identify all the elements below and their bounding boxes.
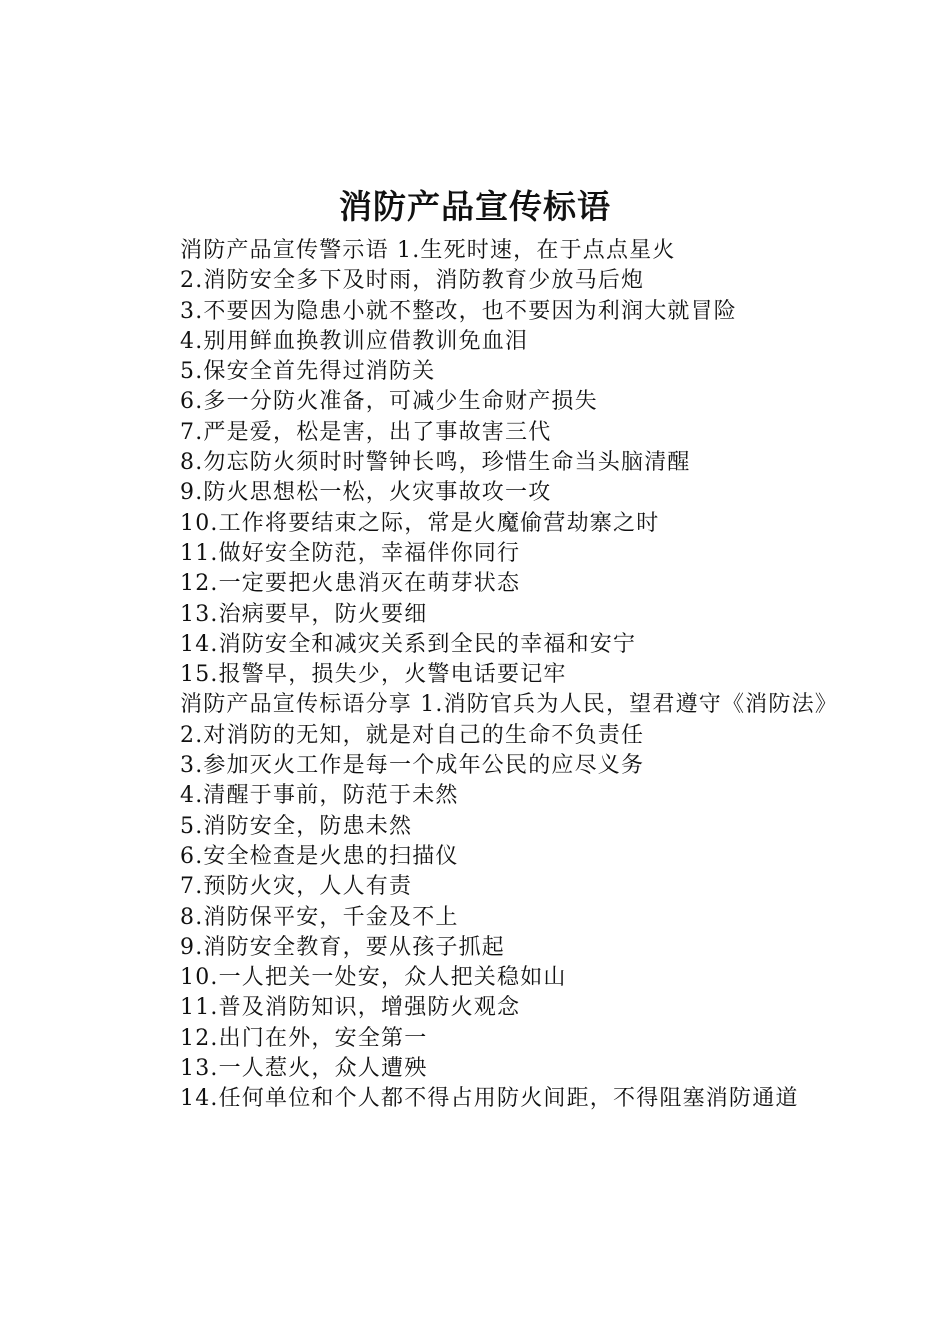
paragraph: 2.消防安全多下及时雨，消防教育少放马后炮 — [180, 268, 645, 294]
paragraph: 2.对消防的无知，就是对自己的生命不负责任 — [180, 722, 645, 748]
paragraph: 消防产品宣传警示语 1.生死时速，在于点点星火 — [180, 238, 676, 263]
paragraph: 消防产品宣传标语分享 1.消防官兵为人民，望君遵守《消防法》 — [180, 692, 838, 718]
paragraph: 8.勿忘防火须时时警钟长鸣，珍惜生命当头脑清醒 — [180, 450, 691, 476]
paragraph: 10.一人把关一处安，众人把关稳如山 — [180, 965, 567, 991]
paragraph: 10.工作将要结束之际，常是火魔偷营劫寨之时 — [180, 510, 660, 536]
paragraph: 14.任何单位和个人都不得占用防火间距，不得阻塞消防通道 — [180, 1086, 799, 1112]
paragraph: 9.消防安全教育，要从孩子抓起 — [180, 934, 505, 960]
paragraph: 7.严是爱，松是害，出了事故害三代 — [180, 419, 552, 445]
paragraph: 15.报警早，损失少，火警电话要记牢 — [180, 662, 567, 688]
paragraph: 12.出门在外，安全第一 — [180, 1025, 428, 1051]
paragraph: 9.防火思想松一松，火灾事故攻一攻 — [180, 480, 552, 506]
paragraph: 5.消防安全，防患未然 — [180, 813, 413, 839]
paragraph: 3.参加灭火工作是每一个成年公民的应尽义务 — [180, 753, 645, 779]
paragraph: 6.安全检查是火患的扫描仪 — [180, 843, 459, 869]
paragraph: 3.不要因为隐患小就不整改，也不要因为利润大就冒险 — [180, 298, 737, 324]
paragraph: 14.消防安全和减灾关系到全民的幸福和安宁 — [180, 631, 637, 657]
paragraph: 4.别用鲜血换教训应借教训免血泪 — [180, 328, 529, 354]
paragraph: 13.治病要早，防火要细 — [180, 601, 428, 627]
paragraph: 11.普及消防知识，增强防火观念 — [180, 995, 521, 1021]
paragraph: 12.一定要把火患消灭在萌芽状态 — [180, 571, 521, 597]
paragraph: 4.清醒于事前，防范于未然 — [180, 783, 459, 809]
document-title: 消防产品宣传标语 — [339, 187, 611, 226]
paragraph: 8.消防保平安，千金及不上 — [180, 904, 459, 930]
paragraph: 5.保安全首先得过消防关 — [180, 359, 436, 385]
paragraph: 11.做好安全防范，幸福伴你同行 — [180, 540, 521, 566]
paragraph: 6.多一分防火准备，可减少生命财产损失 — [180, 389, 598, 415]
paragraph: 13.一人惹火，众人遭殃 — [180, 1056, 428, 1082]
document-body — [130, 236, 838, 1115]
paragraph: 7.预防火灾，人人有责 — [180, 874, 413, 900]
